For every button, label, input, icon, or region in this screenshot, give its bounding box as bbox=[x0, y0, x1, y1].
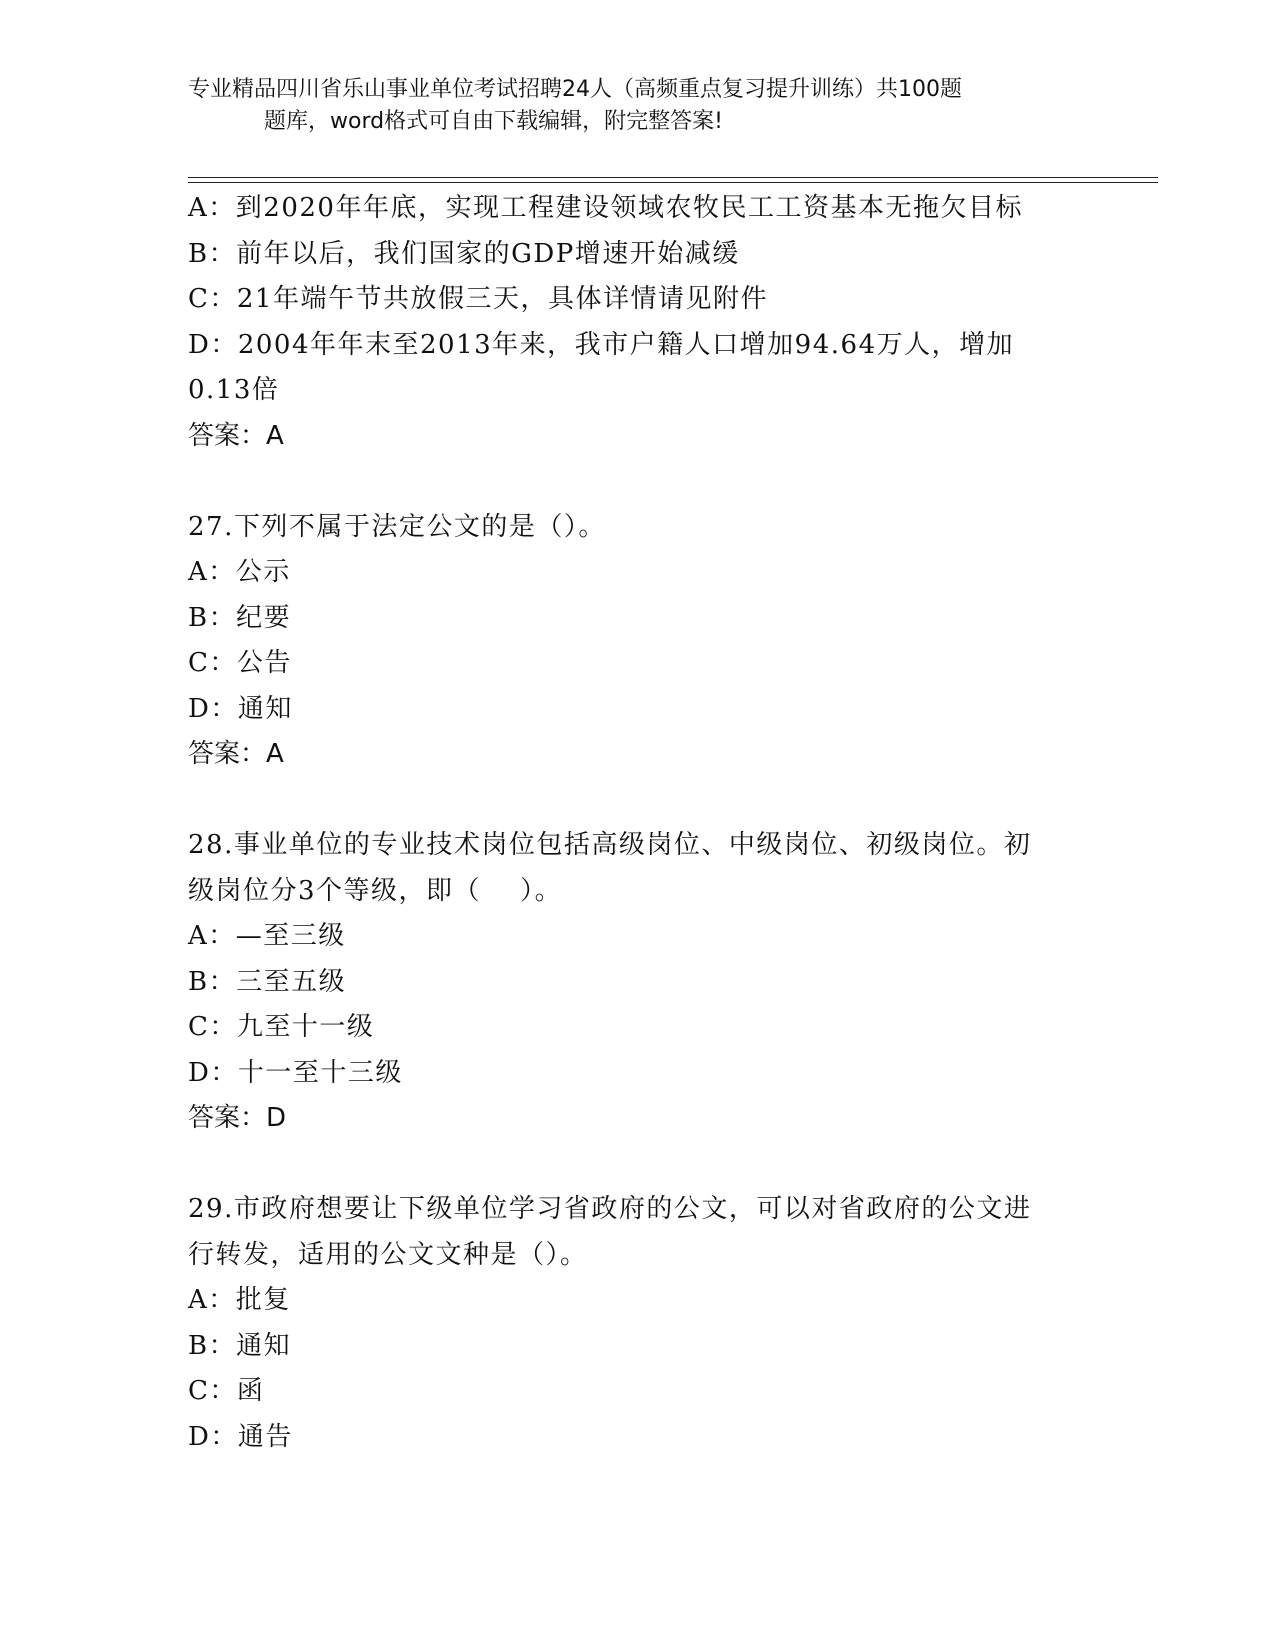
option-b: B：前年以后，我们国家的GDP增速开始减缓 bbox=[188, 238, 740, 269]
question-text: 27.下列不属于法定公文的是（）。 bbox=[188, 511, 606, 542]
answer: 答案：D bbox=[188, 1103, 287, 1133]
option-d: D：通告 bbox=[188, 1421, 293, 1452]
header-rule-top bbox=[188, 177, 1158, 178]
option-c: C：函 bbox=[188, 1376, 265, 1406]
option-a: A：到2020年年底，实现工程建设领域农牧民工工资基本无拖欠目标 bbox=[188, 193, 1023, 223]
document-body bbox=[188, 186, 1088, 1460]
question-block-29 bbox=[188, 1187, 1088, 1460]
option-b: B：通知 bbox=[188, 1330, 292, 1361]
answer: 答案：A bbox=[188, 420, 284, 451]
option-d: D：十一至十三级 bbox=[188, 1057, 403, 1088]
question-block-27 bbox=[188, 505, 1088, 778]
option-d: D：2004年年末至2013年来，我市户籍人口增加94.64万人，增加 bbox=[188, 329, 1015, 360]
header-line-1: 专业精品四川省乐山事业单位考试招聘24人（高频重点复习提升训练）共100题 bbox=[188, 77, 962, 102]
option-d-continued: 0.13倍 bbox=[188, 375, 280, 405]
header-rule-bottom bbox=[188, 182, 1158, 183]
question-text-line-1: 29.市政府想要让下级单位学习省政府的公文，可以对省政府的公文进 bbox=[188, 1194, 1032, 1224]
question-text-line-2: 级岗位分3个等级，即（ ）。 bbox=[188, 875, 563, 906]
option-b: B：三至五级 bbox=[188, 966, 347, 997]
option-c: C：公告 bbox=[188, 648, 292, 678]
document-header bbox=[188, 74, 1088, 138]
question-block-28 bbox=[188, 823, 1088, 1142]
option-b: B：纪要 bbox=[188, 602, 292, 633]
option-a: A：公示 bbox=[188, 557, 291, 587]
option-a: A：批复 bbox=[188, 1285, 291, 1315]
answer: 答案：A bbox=[188, 739, 284, 769]
question-block-26 bbox=[188, 186, 1088, 459]
question-text-line-1: 28.事业单位的专业技术岗位包括高级岗位、中级岗位、初级岗位。初 bbox=[188, 830, 1032, 860]
option-a: A：—至三级 bbox=[188, 921, 346, 951]
question-text-line-2: 行转发，适用的公文文种是（）。 bbox=[188, 1239, 588, 1270]
option-c: C：九至十一级 bbox=[188, 1012, 375, 1042]
option-d: D：通知 bbox=[188, 693, 293, 724]
option-c: C：21年端午节共放假三天，具体详情请见附件 bbox=[188, 284, 768, 314]
header-line-2: 题库，word格式可自由下载编辑，附完整答案! bbox=[264, 109, 723, 134]
